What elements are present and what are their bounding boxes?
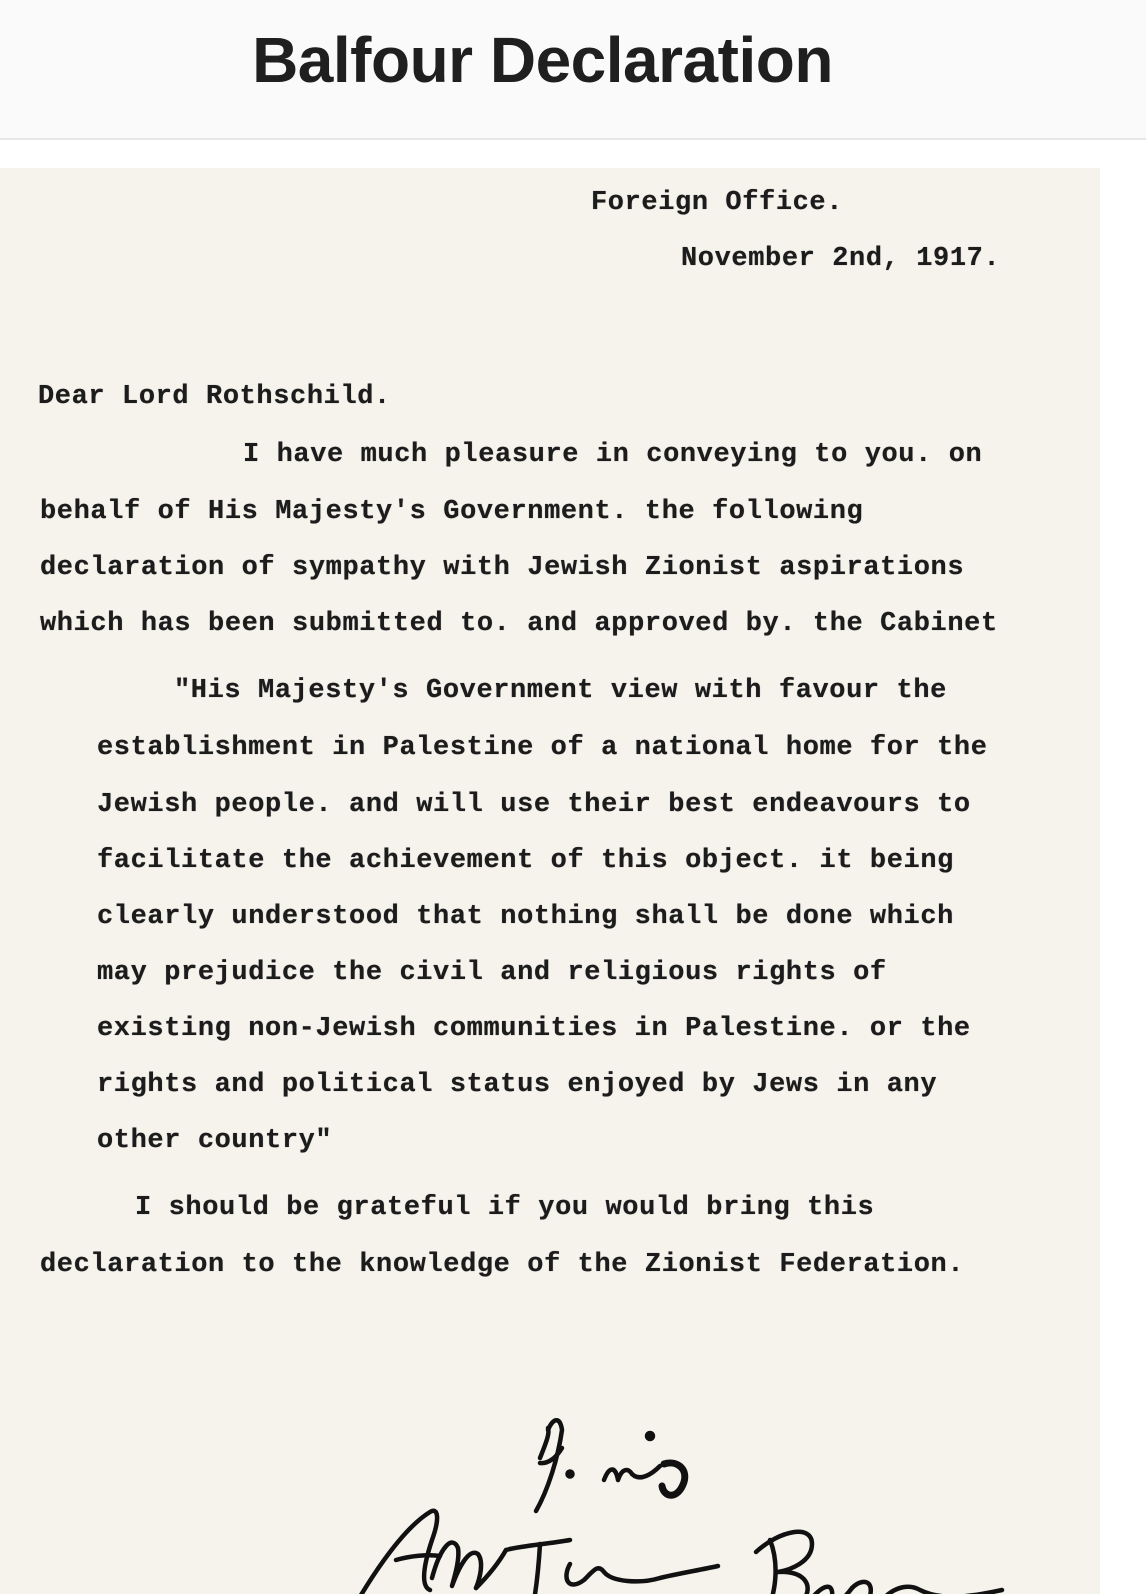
letter-document [0, 168, 1100, 1594]
declaration-line: establishment in Palestine of a national home for the [97, 733, 988, 763]
declaration-line: may prejudice the civil and religious rights of [97, 958, 887, 988]
intro-line: behalf of His Majesty's Government. the following [40, 497, 864, 527]
declaration-line: clearly understood that nothing shall be done which [97, 902, 954, 932]
intro-line: declaration of sympathy with Jewish Zionist aspirations [40, 553, 965, 583]
letter-salutation: Dear Lord Rothschild. [38, 382, 391, 412]
declaration-line: "His Majesty's Government view with favour the [174, 676, 947, 706]
letter-date: November 2nd, 1917. [681, 244, 1001, 274]
handwritten-signature [0, 168, 1100, 1594]
declaration-line: Jewish people. and will use their best endeavours to [97, 790, 971, 820]
declaration-line: existing non-Jewish communities in Palestine. or the [97, 1014, 971, 1044]
page-title: Balfour Declaration [252, 24, 833, 96]
closing-line: declaration to the knowledge of the Zionist Federation. [40, 1250, 965, 1280]
intro-line: I have much pleasure in conveying to you. on [243, 440, 983, 470]
declaration-line: facilitate the achievement of this object. it being [97, 846, 954, 876]
letter-office: Foreign Office. [591, 188, 844, 218]
declaration-line: other country" [97, 1126, 333, 1156]
declaration-line: rights and political status enjoyed by Jews in any [97, 1070, 938, 1100]
closing-line: I should be grateful if you would bring this [135, 1193, 875, 1223]
intro-line: which has been submitted to. and approved by. the Cabinet [40, 609, 998, 639]
header-bar [0, 0, 1146, 140]
